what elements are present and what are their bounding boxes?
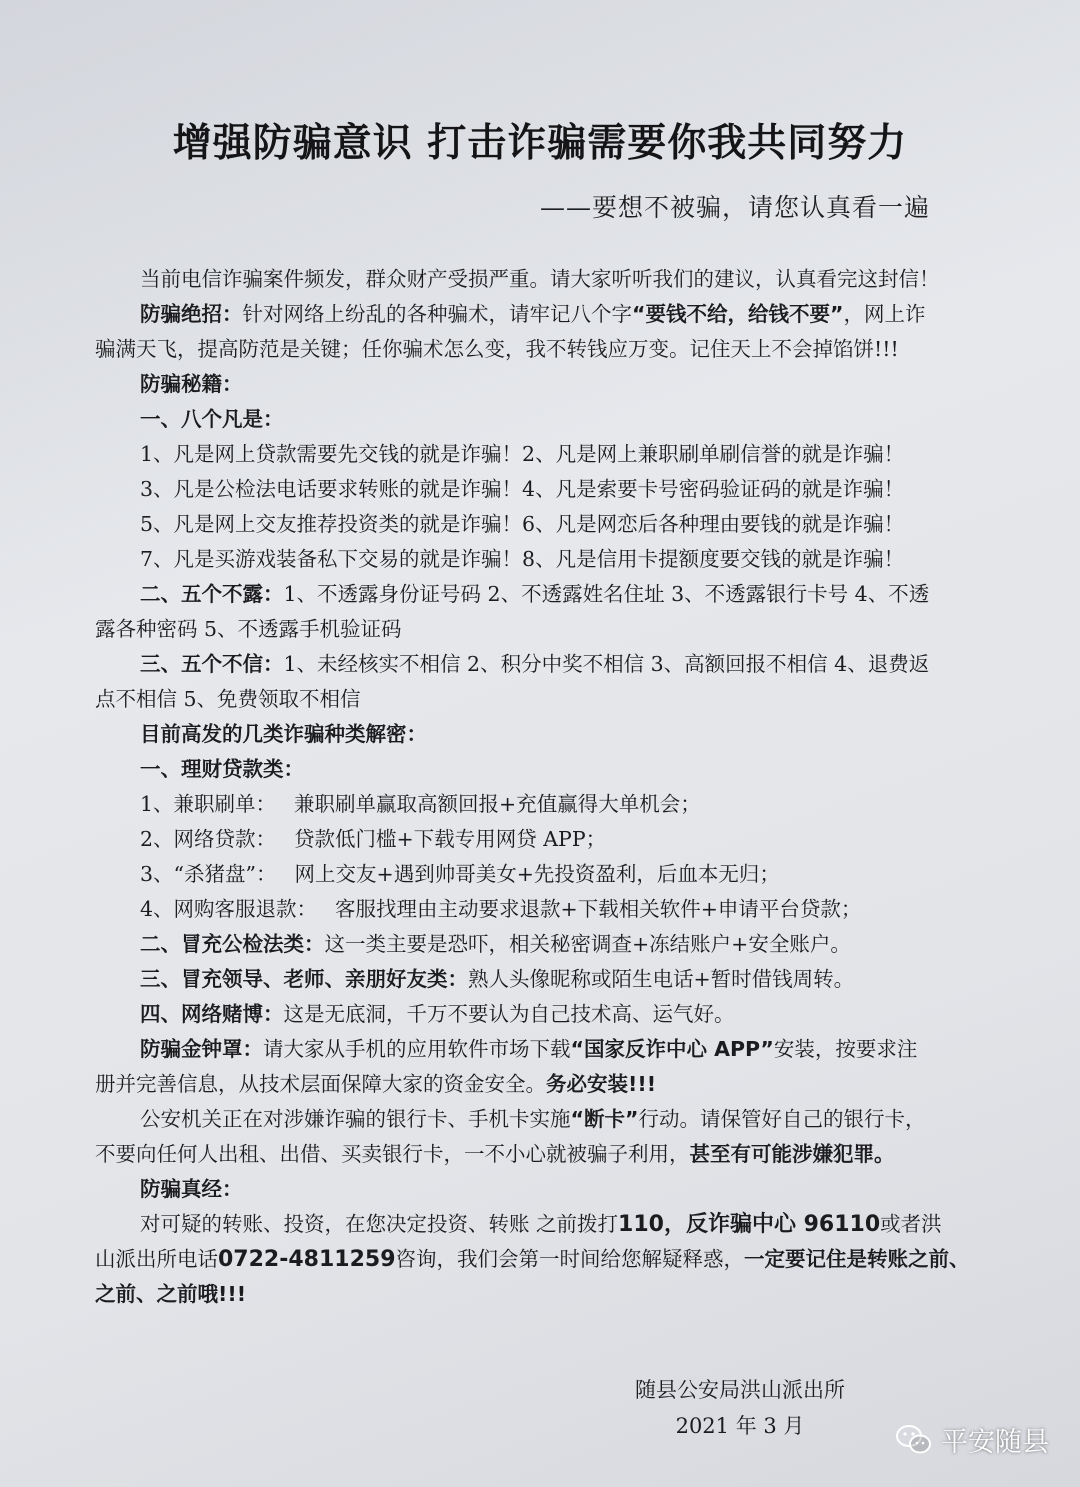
rule-item: 8、凡是信用卡提额度要交钱的就是诈骗！ <box>522 547 905 571</box>
fraud-item-name: 2、网络贷款： <box>140 827 277 851</box>
watermark <box>895 1420 1049 1459</box>
zhenjing-text-end: 或者洪 <box>880 1212 942 1236</box>
duanka-text: 公安机关正在对涉嫌诈骗的银行卡、手机卡实施 <box>140 1107 571 1131</box>
rule-row <box>95 472 995 507</box>
section-eight-heading: 一、八个凡是： <box>140 407 284 431</box>
five-no-trust-label: 三、五个不信： <box>140 652 284 676</box>
subtitle: ——要想不被骗，请您认真看一遍 <box>539 193 930 222</box>
wechat-icon <box>895 1424 933 1456</box>
fraud-category-label: 四、网络赌博： <box>140 1002 284 1026</box>
intro-line: 当前电信诈骗案件频发，群众财产受损严重。请大家听听我们的建议，认真看完这封信！ <box>140 267 940 291</box>
issue-date: 2021 年 3 月 <box>675 1414 805 1438</box>
duanka-warning: 甚至有可能涉嫌犯罪。 <box>689 1142 895 1166</box>
duanka-text-end: 行动。请保管好自己的银行卡， <box>638 1107 926 1131</box>
rule-item: 1、凡是网上贷款需要先交钱的就是诈骗！ <box>140 442 523 466</box>
zhenjing-line3: 之前、之前哦!!! <box>95 1282 247 1306</box>
rule-item: 3、凡是公检法电话要求转账的就是诈骗！ <box>140 477 523 501</box>
fraud-item-desc: 客服找理由主动要求退款+下载相关软件+申请平台贷款； <box>335 897 862 921</box>
hotline-numbers: 110，反诈骗中心 96110 <box>618 1212 881 1237</box>
juezhao-label: 防骗绝招： <box>140 302 243 326</box>
rule-item: 4、凡是索要卡号密码验证码的就是诈骗！ <box>522 477 905 501</box>
five-no-reveal-line2: 露各种密码 5、不透露手机验证码 <box>95 617 402 641</box>
station-phone: 0722-4811259 <box>218 1247 396 1272</box>
fraud-item-name: 1、兼职刷单： <box>140 792 277 816</box>
page-title: 增强防骗意识 打击诈骗需要你我共同努力 <box>172 121 908 166</box>
zhenjing-text: 对可疑的转账、投资，在您决定投资、转账 之前拨打 <box>140 1212 619 1236</box>
five-no-reveal-line1 <box>95 577 995 612</box>
jinzhongzhao-text: 册并完善信息，从技术层面保障大家的资金安全。 <box>95 1072 546 1096</box>
fraud-item-desc: 贷款低门槛+下载专用网贷 APP； <box>294 827 607 851</box>
rule-row <box>95 542 995 577</box>
duanka-keyword: “断卡” <box>570 1107 639 1131</box>
zhenjing-text: 山派出所电话 <box>95 1247 218 1271</box>
fraud-category-text: 这一类主要是恐吓，相关秘密调查+冻结账户+安全账户。 <box>324 932 851 956</box>
rule-item: 7、凡是买游戏装备私下交易的就是诈骗！ <box>140 547 523 571</box>
duanka-line1 <box>95 1102 995 1137</box>
rule-item: 5、凡是网上交友推荐投资类的就是诈骗！ <box>140 512 523 536</box>
fraud-category-text: 熟人头像昵称或陌生电话+暂时借钱周转。 <box>468 967 855 991</box>
fraud-category <box>95 962 995 997</box>
letter-body <box>95 262 995 1312</box>
five-no-trust-text: 1、未经核实不相信 2、积分中奖不相信 3、高额回报不相信 4、退费返 <box>283 652 930 676</box>
five-no-trust-line1 <box>95 647 995 682</box>
juezhao-text: 针对网络上纷乱的各种骗术，请牢记八个字 <box>242 302 632 326</box>
fraud-category-label: 二、冒充公检法类： <box>140 932 325 956</box>
signature-block <box>620 1372 860 1444</box>
rule-item: 2、凡是网上兼职刷单刷信誉的就是诈骗！ <box>522 442 905 466</box>
fraud-category <box>95 927 995 962</box>
fraud-types-heading: 目前高发的几类诈骗种类解密： <box>140 722 427 746</box>
anti-fraud-app-name: “国家反诈中心 APP” <box>570 1037 774 1061</box>
fraud-item <box>95 822 995 857</box>
rule-item: 6、凡是网恋后各种理由要钱的就是诈骗！ <box>522 512 905 536</box>
jinzhongzhao-line1 <box>95 1032 995 1067</box>
jinzhongzhao-text-end: 安装，按要求注 <box>773 1037 918 1061</box>
juezhao-slogan: “要钱不给，给钱不要” <box>632 302 844 326</box>
fraud-category <box>95 997 995 1032</box>
fangpian-juezhao-line1 <box>95 297 995 332</box>
jinzhongzhao-line2 <box>95 1067 995 1102</box>
fraud-item-name: 3、“杀猪盘”： <box>140 862 277 886</box>
miji-heading: 防骗秘籍： <box>140 372 243 396</box>
watermark-text: 平安随县 <box>941 1427 1049 1458</box>
duanka-text: 不要向任何人出租、出借、买卖银行卡，一不小心就被骗子利用， <box>95 1142 690 1166</box>
fraud-category-label: 三、冒充领导、老师、亲朋好友类： <box>140 967 468 991</box>
fraud-item-desc: 兼职刷单赢取高额回报+充值赢得大单机会； <box>294 792 701 816</box>
fraud-item-desc: 网上交友+遇到帅哥美女+先投资盈利，后血本无归； <box>294 862 780 886</box>
rule-row <box>95 437 995 472</box>
rule-row <box>95 507 995 542</box>
zhenjing-heading: 防骗真经： <box>140 1177 243 1201</box>
fraud-item <box>95 857 995 892</box>
zhenjing-text: 咨询，我们会第一时间给您解疑释惑， <box>395 1247 745 1271</box>
jinzhongzhao-text: 请大家从手机的应用软件市场下载 <box>263 1037 571 1061</box>
juezhao-text-end: ，网上诈 <box>843 302 926 326</box>
issuer-name: 随县公安局洪山派出所 <box>635 1378 845 1402</box>
five-no-reveal-text: 1、不透露身份证号码 2、不透露姓名住址 3、不透露银行卡号 4、不透 <box>283 582 930 606</box>
zhenjing-emphasis: 一定要记住是转账之前、 <box>744 1247 970 1271</box>
five-no-trust-line2: 点不相信 5、免费领取不相信 <box>95 687 361 711</box>
fraud-item-name: 4、网购客服退款： <box>140 897 318 921</box>
duanka-line2 <box>95 1137 995 1172</box>
five-no-reveal-label: 二、五个不露： <box>140 582 284 606</box>
fangpian-juezhao-line2: 骗满天飞，提高防范是关键；任你骗术怎么变，我不转钱应万变。记住天上不会掉馅饼!!! <box>95 337 899 361</box>
zhenjing-line2 <box>95 1242 995 1277</box>
fraud-item <box>95 787 995 822</box>
finance-category-heading: 一、理财贷款类： <box>140 757 304 781</box>
zhenjing-line1 <box>95 1207 995 1242</box>
must-install-note: 务必安装!!! <box>546 1072 657 1096</box>
fraud-category-text: 这是无底洞，千万不要认为自己技术高、运气好。 <box>283 1002 735 1026</box>
jinzhongzhao-label: 防骗金钟罩： <box>140 1037 263 1061</box>
fraud-item <box>95 892 995 927</box>
